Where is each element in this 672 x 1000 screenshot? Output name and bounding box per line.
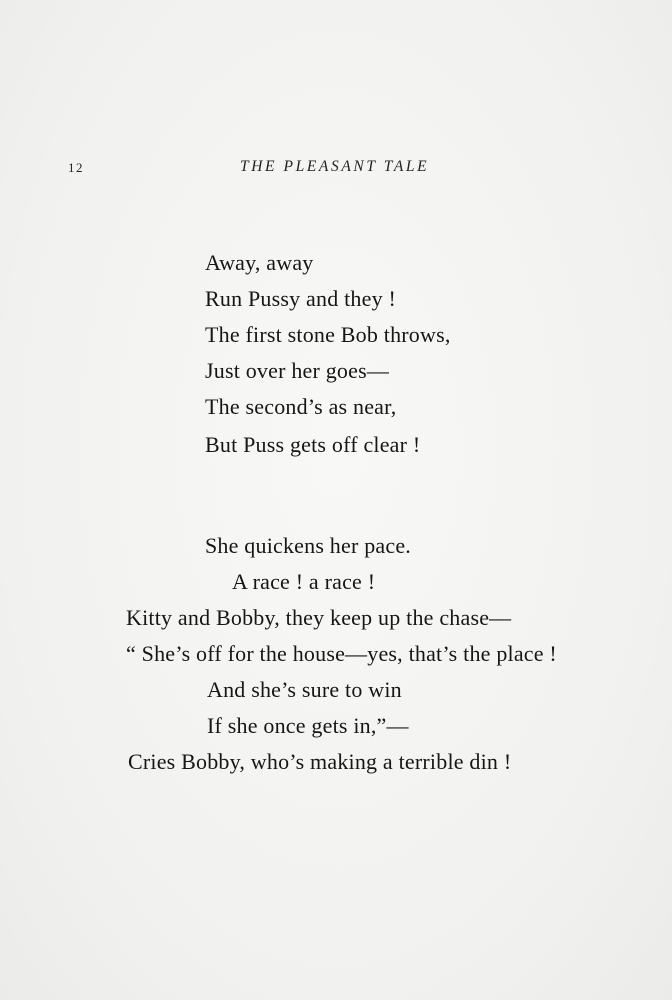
verse-line: Just over her goes— xyxy=(205,358,390,383)
verse-line: Kitty and Bobby, they keep up the chase— xyxy=(126,605,512,630)
page-number: 12 xyxy=(68,160,84,175)
verse-line: “ She’s off for the house—yes, that’s the place ! xyxy=(126,641,557,666)
verse-line: A race ! a race ! xyxy=(232,569,376,594)
verse-line: Run Pussy and they ! xyxy=(205,286,396,311)
verse-line: The second’s as near, xyxy=(205,394,397,419)
verse-line: And she’s sure to win xyxy=(207,677,402,702)
verse-line: But Puss gets off clear ! xyxy=(205,432,421,457)
verse-line: If she once gets in,”— xyxy=(207,713,409,738)
verse-line: Away, away xyxy=(205,250,314,275)
running-title: THE PLEASANT TALE xyxy=(240,158,430,175)
verse-line: Cries Bobby, who’s making a terrible din ! xyxy=(128,749,512,774)
verse-line: She quickens her pace. xyxy=(205,533,411,558)
verse-line: The first stone Bob throws, xyxy=(205,322,451,347)
